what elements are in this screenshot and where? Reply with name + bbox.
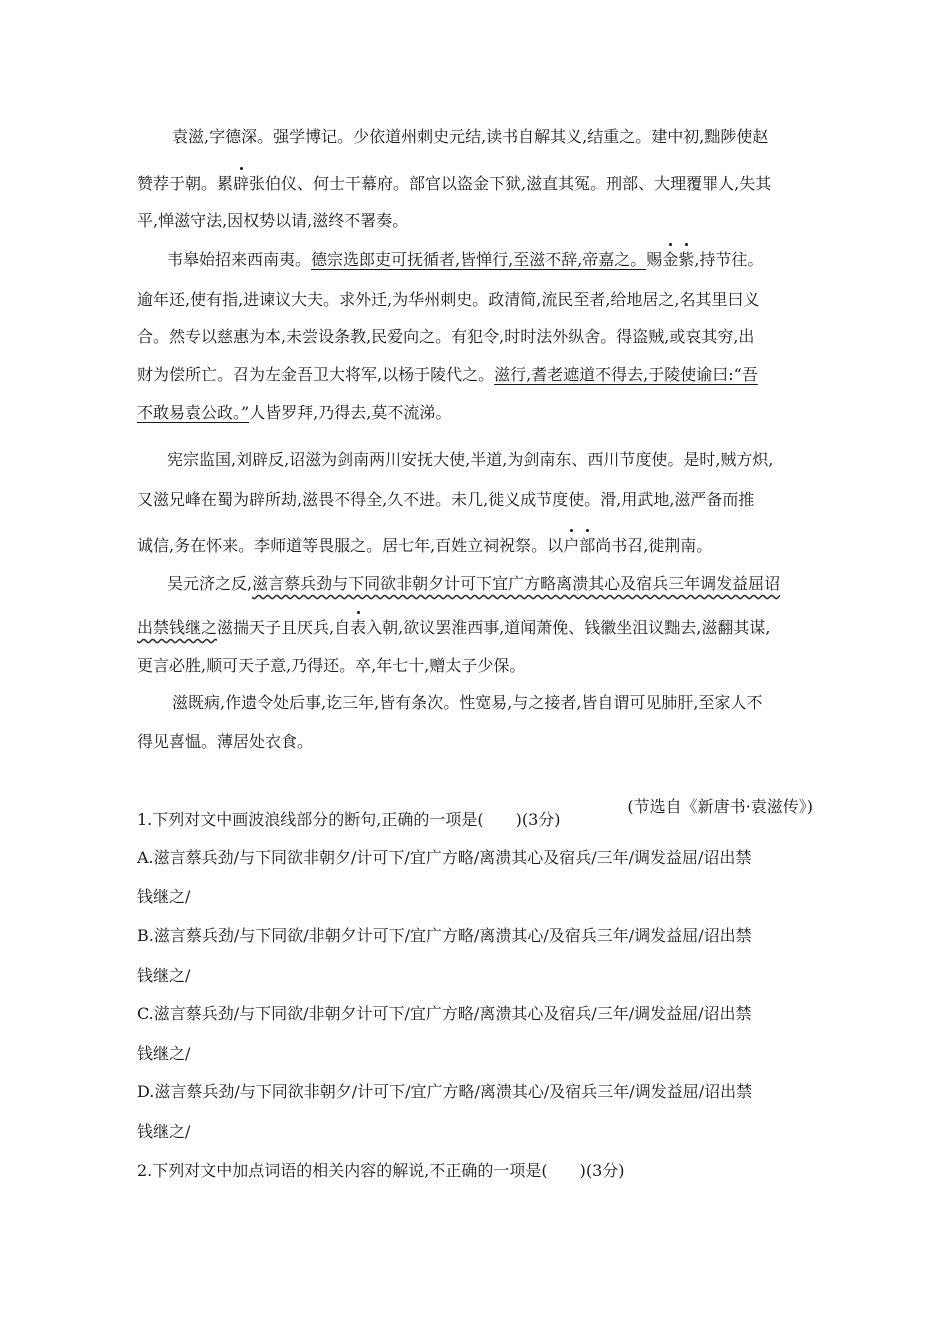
p3-line-3: 诚信,务在怀来。李师道等畏服之。居七年,百姓立祠祝祭。以户部尚书召,徙荆南。 [137,536,713,555]
dotted-word-biao: 表 [350,618,367,637]
p3-line-2: 又滋兄峰在蜀为辟所劫,滋畏不得全,久不进。未几,徙义成节度使。滑,用武地,滋严备而推 [137,490,755,509]
dotted-word-pi: 辟 [233,174,250,193]
underlined-sentence-2: 滋行,耆老遮道不得去,于陵使谕曰:“吾 [494,365,758,384]
option-b-line-1: B.滋言蔡兵劲/与下同欲/非朝夕计可下/宜广方略/离溃其心/及宿兵三年/调发益屈/诏出禁 [137,926,752,945]
p5-line-2: 得见喜愠。薄居处衣食。 [137,732,314,751]
option-c-line-1: C.滋言蔡兵劲/与下同欲/非朝夕计可下/宜广方略/离溃其心及宿兵/三年/调发益屈/诏出禁 [137,1004,752,1023]
p2-line-3: 合。然专以慈惠为本,未尝设条教,民爱向之。有犯令,时时法外纵舍。得盗贼,或哀其穷,出 [137,327,755,346]
p4-line-1: 吴元济之反,滋言蔡兵劲与下同欲非朝夕计可下宜广方略离溃其心及宿兵三年调发益屈诏 [167,574,781,593]
question-1-stem: 1.下列对文中画波浪线部分的断句,正确的一项是( )(3分) [137,810,561,829]
underlined-sentence-2-end: 不敢易袁公政。” [137,403,250,422]
p1-line-2: 赞荐于朝。累辟张伯仪、何士干幕府。部官以盗金下狱,滋直其冤。刑部、大理覆罪人,失其 [137,174,772,193]
p2-line-5: 不敢易袁公政。”人皆罗拜,乃得去,莫不流涕。 [137,403,452,422]
dotted-word-zi: 紫 [678,250,695,269]
p1-line-3: 平,惮滋守法,因权势以请,滋终不署奏。 [137,211,409,230]
source-citation: (节选自《新唐书·袁滋传》) [627,797,813,816]
p2-line-1: 韦皋始招来西南夷。德宗选郎吏可抚循者,皆惮行,至滋不辞,帝嘉之。赐金紫,持节往。 [167,250,764,269]
p5-line-1: 滋既病,作遗令处后事,讫三年,皆有条次。性宽易,与之接者,皆自谓可见肺肝,至家人不 [172,693,763,712]
underlined-sentence-1: 德宗选郎吏可抚循者,皆惮行,至滋不辞,帝嘉之。 [311,250,647,269]
p1-line-1: 袁滋,字德深。强学博记。少依道州刺史元结,读书自解其义,结重之。建中初,黜陟使赵 [172,127,769,146]
option-d-line-2: 钱继之/ [137,1122,191,1141]
p2-line-4: 财为偿所亡。召为左金吾卫大将军,以杨于陵代之。滋行,耆老遮道不得去,于陵使谕曰:“吾 [137,365,758,384]
dotted-word-jin: 金 [662,250,679,269]
wavy-underlined-text: 滋言蔡兵劲与下同欲非朝夕计可下宜广方略离溃其心及宿兵三年调发益屈诏 [252,574,781,593]
option-c-line-2: 钱继之/ [137,1044,191,1063]
dotted-word-bu: 部 [579,536,596,555]
p2-line-2: 逾年还,使有指,进谏议大夫。求外迁,为华州刺史。政清简,流民至者,给地居之,名其里曰义 [137,290,760,309]
p4-line-2: 出禁钱继之滋揣天子且厌兵,自表入朝,欲议罢淮西事,道闻萧俛、钱徽坐沮议黜去,滋翻其谋, [137,618,771,637]
question-2-stem: 2.下列对文中加点词语的相关内容的解说,不正确的一项是( )(3分) [137,1161,625,1180]
option-d-line-1: D.滋言蔡兵劲/与下同欲非朝夕/计可下/宜广方略/离溃其心/及宿兵三年/调发益屈/诏出禁 [137,1082,753,1101]
dotted-word-hu: 户 [563,536,580,555]
option-a-line-2: 钱继之/ [137,887,191,906]
wavy-underlined-text-end: 出禁钱继之 [137,618,218,637]
p4-line-3: 更言必胜,顺可天子意,乃得还。卒,年七十,赠太子少保。 [137,656,526,675]
p3-line-1: 宪宗监国,刘辟反,诏滋为剑南两川安抚大使,半道,为剑南东、西川节度使。是时,贼方炽, [167,450,774,469]
option-b-line-2: 钱继之/ [137,966,191,985]
option-a-line-1: A.滋言蔡兵劲/与下同欲非朝夕/计可下/宜广方略/离溃其心及宿兵/三年/调发益屈/诏出禁 [137,848,752,867]
